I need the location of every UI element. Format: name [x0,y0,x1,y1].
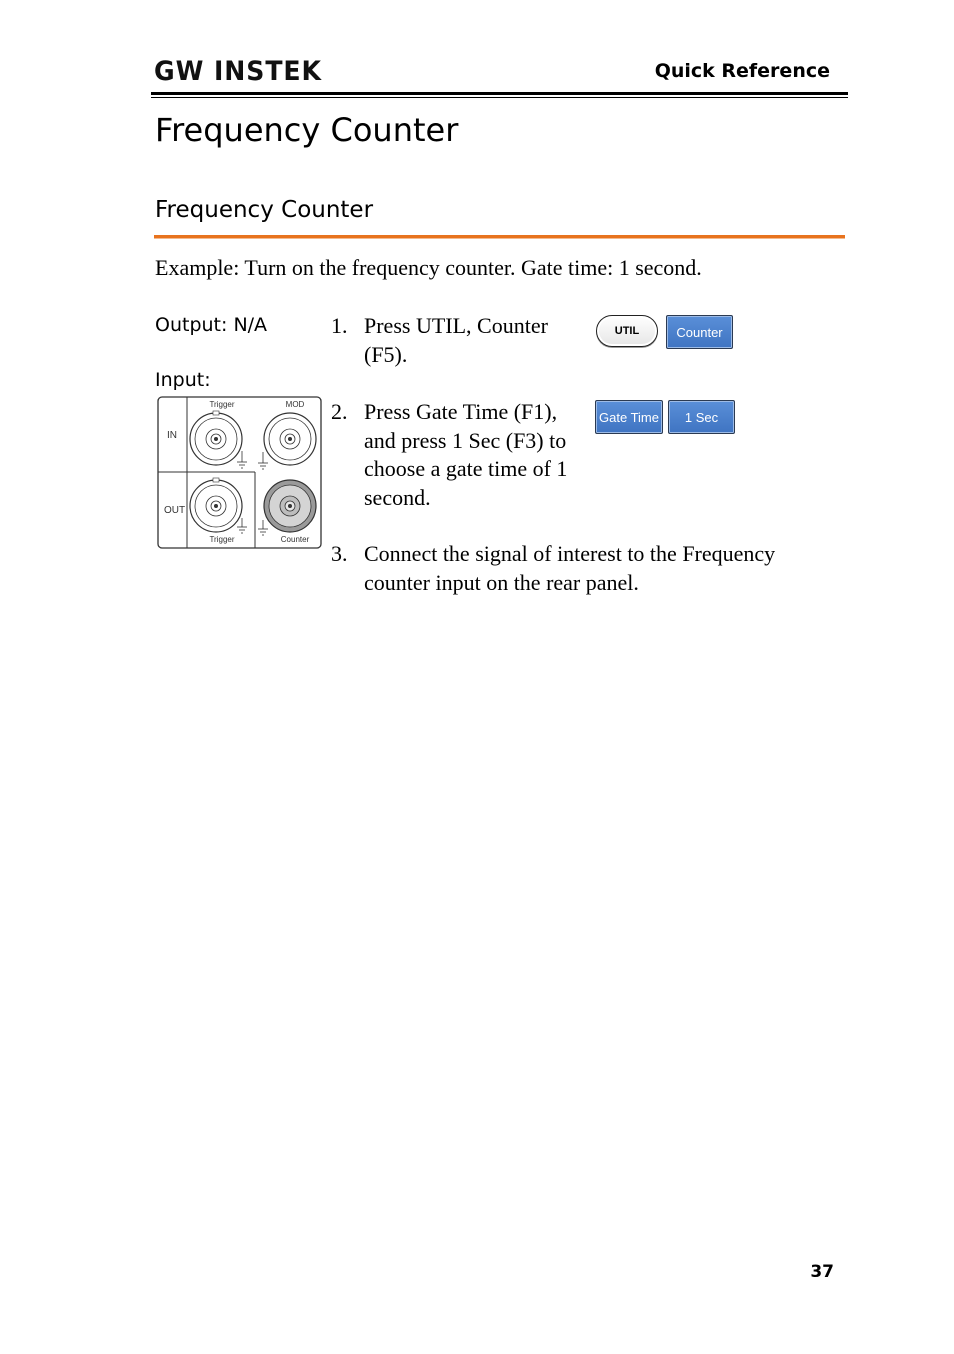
bnc-connector-icon [264,413,316,465]
counter-softkey: Counter [666,315,733,349]
trigger-out-label: Trigger [209,535,235,544]
in-label: IN [167,430,177,441]
header-rule-thin [151,97,848,98]
section-title: Frequency Counter [155,197,374,223]
step-text: Connect the signal of interest to the Frequency counter input on the rear panel. [364,541,776,595]
intro-text: Example: Turn on the frequency counter. Gate time: 1 second. [155,255,702,280]
gw-instek-logo [154,56,324,82]
mod-label: MOD [285,400,305,409]
svg-text:GW INSTEK: GW INSTEK [154,56,323,82]
step-text: Press Gate Time (F1), and press 1 Sec (F3) to choose a gate time of 1 second. [364,399,568,510]
step-number: 2. [331,399,348,424]
section-rule-shadow [154,238,845,239]
step-number: 1. [331,313,348,338]
page-title: Frequency Counter [155,111,459,149]
one-sec-softkey: 1 Sec [668,400,735,434]
step-3 [331,540,851,600]
step-2 [331,398,591,518]
step-text: Press UTIL, Counter (F5). [364,313,548,367]
step-number: 3. [331,541,348,566]
util-key: UTIL [596,315,658,347]
counter-label: Counter [280,535,310,544]
input-label: Input: [155,369,211,391]
gate-time-softkey: Gate Time [595,400,663,434]
output-label: Output: N/A [155,314,268,336]
page-number: 37 [810,1262,834,1282]
out-label: OUT [164,505,186,516]
counter-bnc-connector-icon [264,480,316,532]
header-rule [151,92,848,95]
trigger-in-label: Trigger [209,400,235,409]
rear-panel-diagram [157,396,322,549]
step-1 [331,312,591,372]
section-reference: Quick Reference [654,60,830,82]
